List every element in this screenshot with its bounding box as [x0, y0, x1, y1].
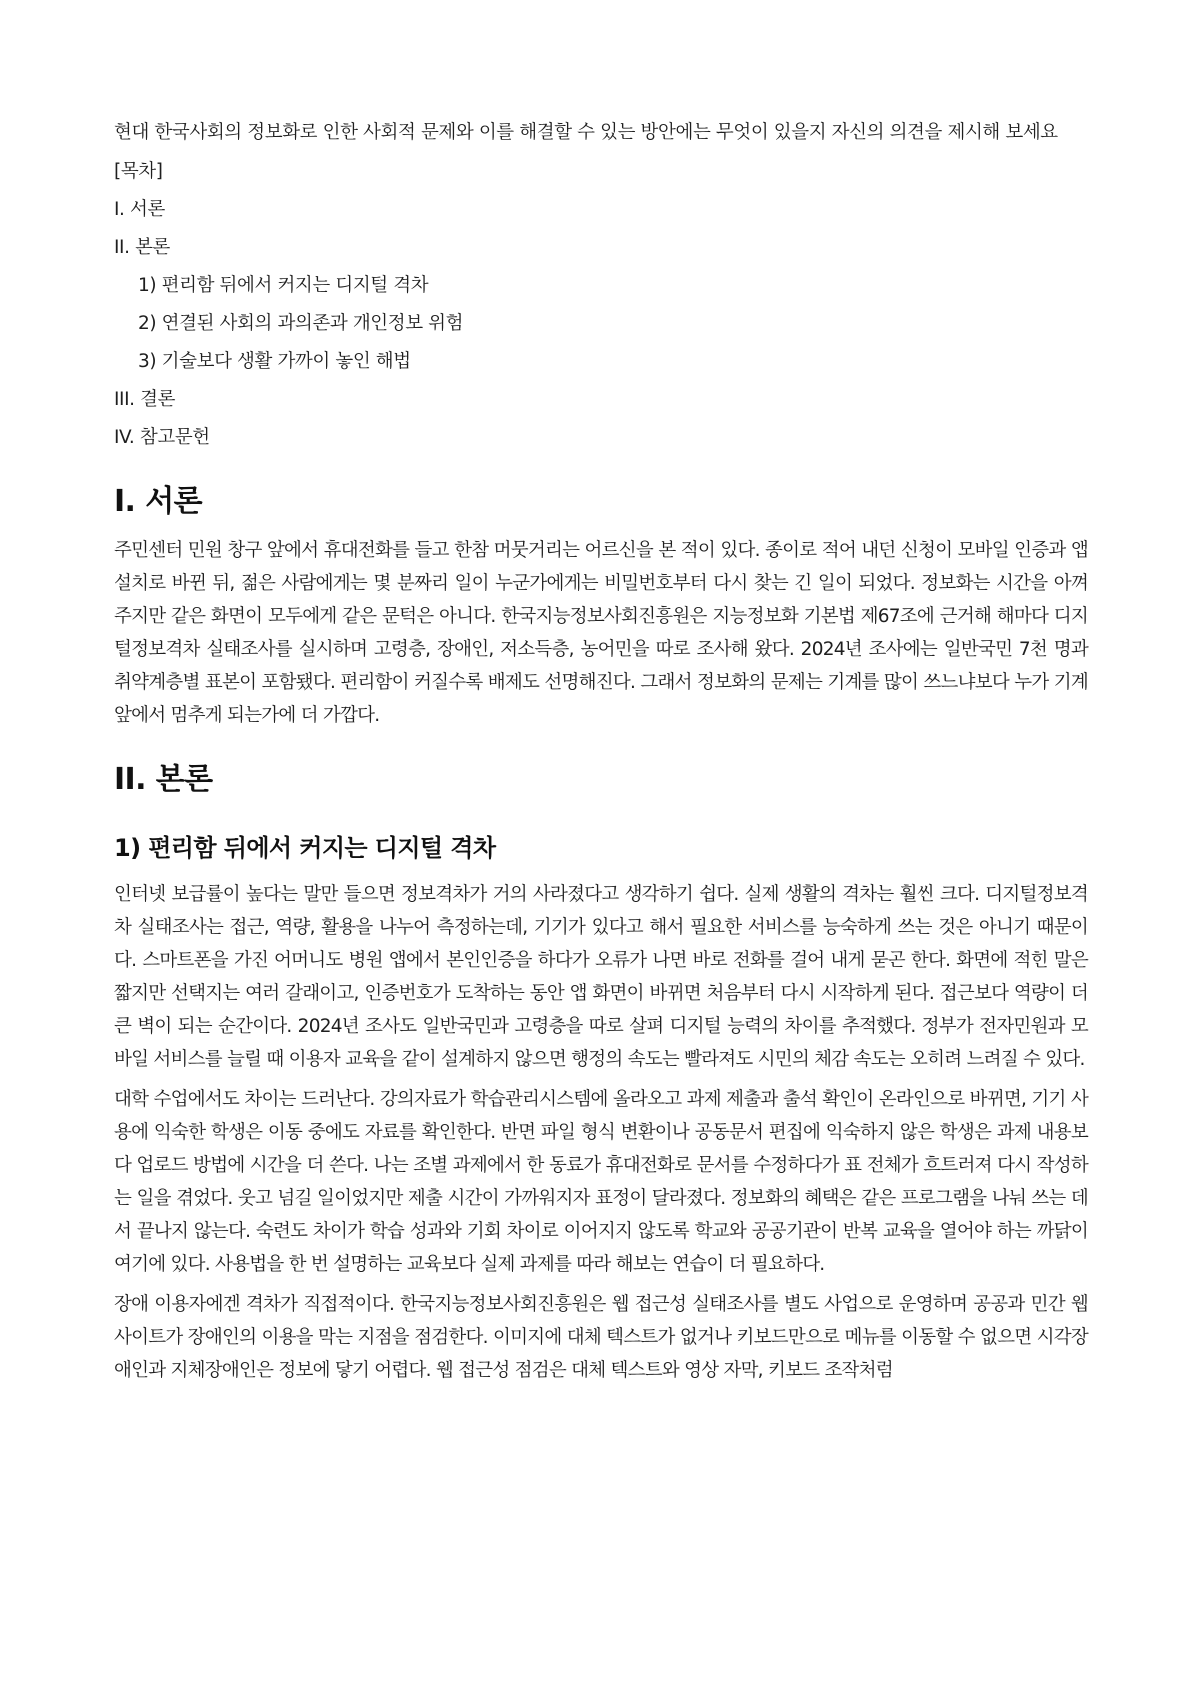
paragraph: 장애 이용자에겐 격차가 직접적이다. 한국지능정보사회진흥원은 웹 접근성 실태조사를 별도 사업으로 운영하며 공공과 민간 웹사이트가 장애인의 이용을 막는 지점을 점검한다. 이미지에 대체 텍스트가 없거나 키보드만으로 메뉴를 이동할 수 없으면 시각장애인과 지체장애인은 정보에 닿기 어렵다. 웹 접근성 점검은 대체 텍스트와 영상 자막, 키보드 조작처럼	[114, 1294, 1088, 1381]
section-introduction	[114, 482, 1088, 732]
table-of-contents	[114, 155, 1088, 454]
toc-subitem: 2) 연결된 사회의 과의존과 개인정보 위험	[138, 313, 464, 334]
toc-list	[114, 155, 1088, 454]
section-body	[114, 760, 1088, 1387]
paragraph: 주민센터 민원 창구 앞에서 휴대전화를 들고 한참 머뭇거리는 어르신을 본 적이 있다. 종이로 적어 내던 신청이 모바일 인증과 앱 설치로 바뀐 뒤, 젊은 사람에게는 몇 분짜리 일이 누군가에게는 비밀번호부터 다시 찾는 긴 일이 되었다. 정보화는 시간을 아껴 주지만 같은 화면이 모두에게 같은 문턱은 아니다. 한국지능정보사회진흥원은 지능정보화 기본법 제67조에 근거해 해마다 디지털정보격차 실태조사를 실시하며 고령층, 장애인, 저소득층, 농어민을 따로 조사해 왔다. 2024년 조사에는 일반국민 7천 명과 취약계층별 표본이 포함됐다. 편리함이 커질수록 배제도 선명해진다. 그래서 정보화의 문제는 기계를 많이 쓰느냐보다 누가 기계 앞에서 멈추게 되는가에 더 가깝다.	[114, 540, 1088, 726]
toc-title: [목차]	[114, 161, 163, 182]
paragraph: 인터넷 보급률이 높다는 말만 들으면 정보격차가 거의 사라졌다고 생각하기 쉽다. 실제 생활의 격차는 훨씬 크다. 디지털정보격차 실태조사는 접근, 역량, 활용을 나누어 측정하는데, 기기가 있다고 해서 필요한 서비스를 능숙하게 쓰는 것은 아니기 때문이다. 스마트폰을 가진 어머니도 병원 앱에서 본인인증을 하다가 오류가 나면 바로 전화를 걸어 내게 묻곤 한다. 화면에 적힌 말은 짧지만 선택지는 여러 갈래이고, 인증번호가 도착하는 동안 앱 화면이 바뀌면 처음부터 다시 시작하게 된다. 접근보다 역량이 더 큰 벽이 되는 순간이다. 2024년 조사도 일반국민과 고령층을 따로 살펴 디지털 능력의 차이를 추적했다. 정부가 전자민원과 모바일 서비스를 늘릴 때 이용자 교육을 같이 설계하지 않으면 행정의 속도는 빨라져도 시민의 체감 속도는 오히려 느려질 수 있다.	[114, 884, 1088, 1070]
assignment-prompt: 현대 한국사회의 정보화로 인한 사회적 문제와 이를 해결할 수 있는 방안에는 무엇이 있을지 자신의 의견을 제시해 보세요	[114, 122, 1058, 143]
toc-item: II. 본론	[114, 237, 171, 258]
subsection-heading: 1) 편리함 뒤에서 커지는 디지털 격차	[114, 834, 496, 862]
toc-item: III. 결론	[114, 389, 176, 410]
toc-subitem: 1) 편리함 뒤에서 커지는 디지털 격차	[138, 275, 429, 296]
paragraph: 대학 수업에서도 차이는 드러난다. 강의자료가 학습관리시스템에 올라오고 과제 제출과 출석 확인이 온라인으로 바뀌면, 기기 사용에 익숙한 학생은 이동 중에도 자료를 확인한다. 반면 파일 형식 변환이나 공동문서 편집에 익숙하지 않은 학생은 과제 내용보다 업로드 방법에 시간을 더 쓴다. 나는 조별 과제에서 한 동료가 휴대전화로 문서를 수정하다가 표 전체가 흐트러져 다시 작성하는 일을 겪었다. 웃고 넘길 일이었지만 제출 시간이 가까워지자 표정이 달라졌다. 정보화의 혜택은 같은 프로그램을 나눠 쓰는 데서 끝나지 않는다. 숙련도 차이가 학습 성과와 기회 차이로 이어지지 않도록 학교와 공공기관이 반복 교육을 열어야 하는 까닭이 여기에 있다. 사용법을 한 번 설명하는 교육보다 실제 과제를 따라 해보는 연습이 더 필요하다.	[114, 1089, 1088, 1275]
section-heading: II. 본론	[114, 762, 213, 797]
section-heading: I. 서론	[114, 484, 202, 519]
toc-item: I. 서론	[114, 199, 165, 220]
toc-item: IV. 참고문헌	[114, 427, 210, 448]
toc-subitem: 3) 기술보다 생활 가까이 놓인 해법	[138, 351, 411, 372]
